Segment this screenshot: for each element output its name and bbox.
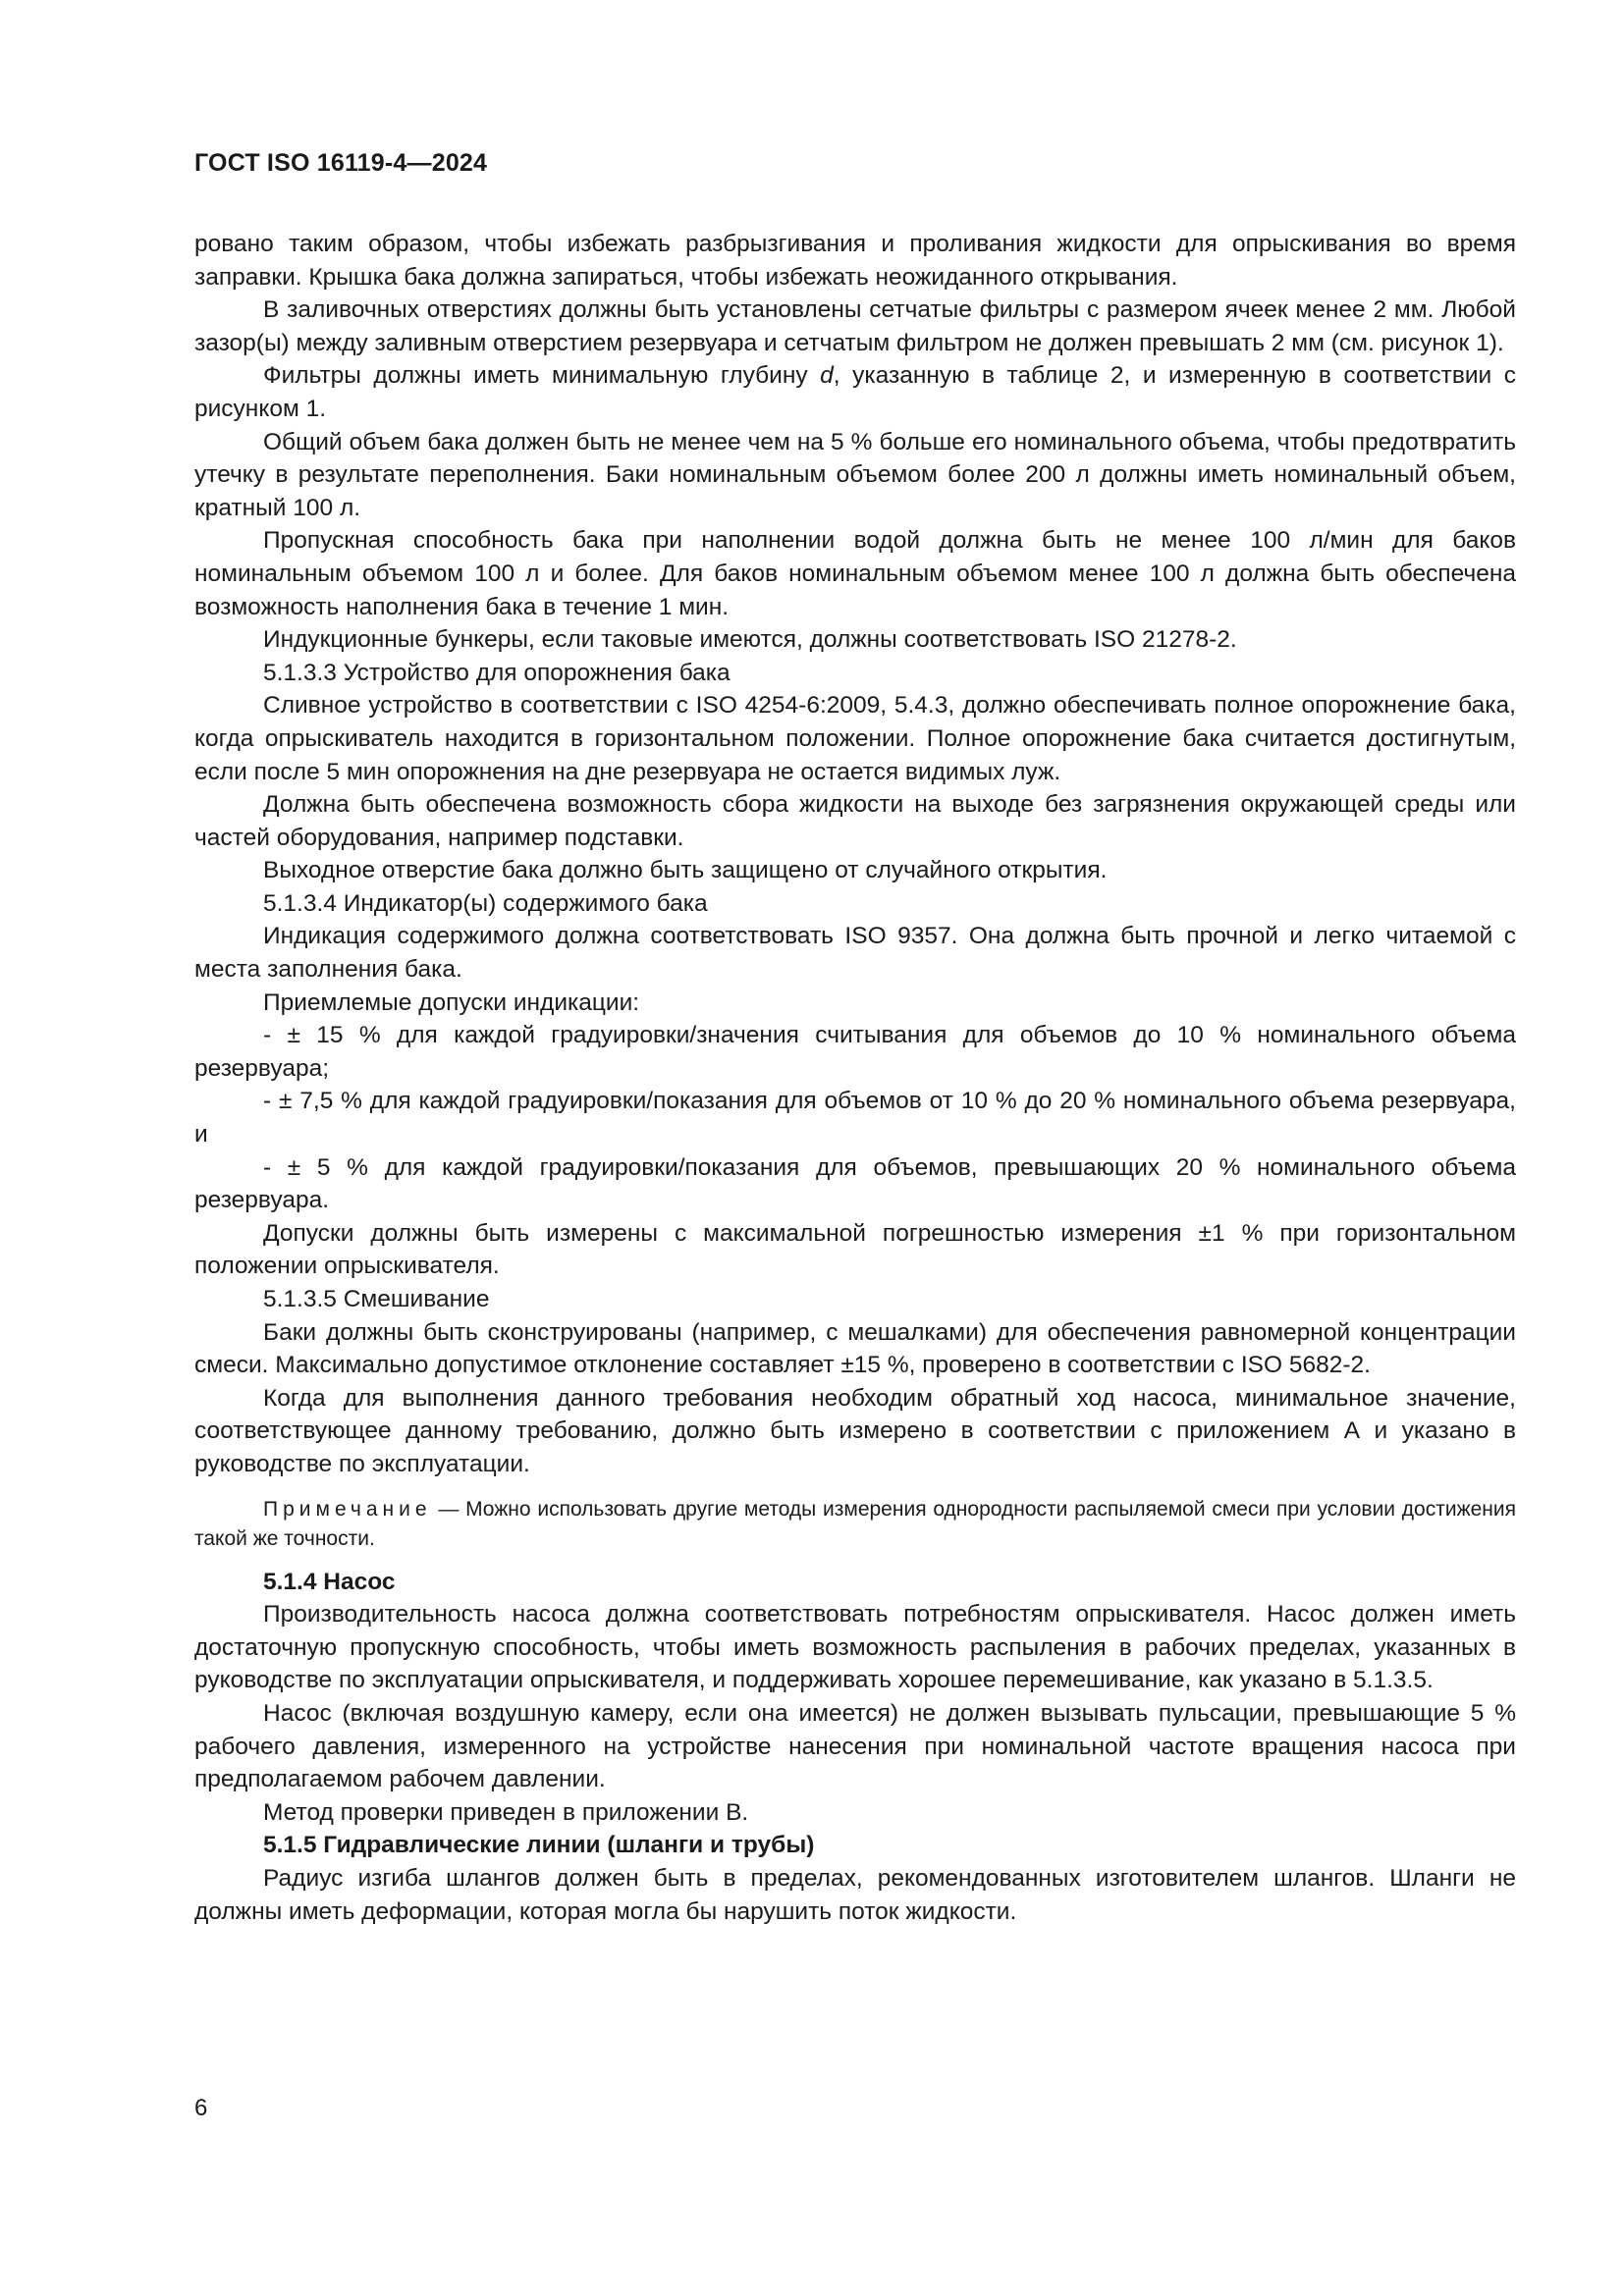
list-item: - ± 5 % для каждой градуировки/показания для объемов, превышающих 20 % номинального объема резервуара. <box>194 1153 1516 1214</box>
note <box>194 1495 1516 1554</box>
paragraph: Баки должны быть сконструированы (например, с мешалками) для обеспечения равномерной концентрации смеси. Максимально допустимое отклонение составляет ±15 %, проверено в соответствии с ISO 5682-2. <box>194 1318 1516 1379</box>
paragraph: Сливное устройство в соответствии с ISO 4254-6:2009, 5.4.3, должно обеспечивать полное опорожнение бака, когда опрыскиватель находится в горизонтальном положении. Полное опорожнение бака считается достигнутым, если после 5 мин опорожнения на дне резервуара не остается видимых луж. <box>194 692 1516 785</box>
paragraph: Выходное отверстие бака должно быть защищено от случайного открытия. <box>263 857 1108 884</box>
paragraph: ровано таким образом, чтобы избежать разбрызгивания и проливания жидкости для опрыскивания во время заправки. Крышка бака должна запираться, чтобы избежать неожиданного открывания. <box>194 231 1516 291</box>
paragraph: Должна быть обеспечена возможность сбора жидкости на выходе без загрязнения окружающей среды или частей оборудования, например подставки. <box>194 791 1516 851</box>
paragraph: Производительность насоса должна соответствовать потребностям опрыскивателя. Насос должен иметь достаточную пропускную способность, чтобы иметь возможность распыления в рабочих пределах, указанных в руководстве по эксплуатации опрыскивателя, и поддерживать хорошее перемешивание, как указано в 5.1.3.5. <box>194 1601 1516 1694</box>
paragraph: Пропускная способность бака при наполнении водой должна быть не менее 100 л/мин для баков номинальным объемом 100 л и более. Для баков номинальным объемом менее 100 л должна быть обеспечена возможность наполнения бака в течение 1 мин. <box>194 527 1516 620</box>
paragraph: Общий объем бака должен быть не менее чем на 5 % больше его номинального объема, чтобы предотвратить утечку в результате переполнения. Баки номинальным объемом более 200 л должны иметь номинальный объем, кратный 100 л. <box>194 428 1516 521</box>
note-label: Примечание <box>263 1497 432 1521</box>
paragraph: Индикация содержимого должна соответствовать ISO 9357. Она должна быть прочной и легко читаемой с места заполнения бака. <box>194 923 1516 984</box>
subsection-title: 5.1.3.4 Индикатор(ы) содержимого бака <box>263 889 708 917</box>
depth-symbol: d <box>820 362 834 390</box>
document-body <box>194 228 1516 1928</box>
paragraph: В заливочных отверстиях должны быть установлены сетчатые фильтры с размером ячеек менее 2 мм. Любой зазор(ы) между заливным отверстием резервуара и сетчатым фильтром не должен превышать 2 мм (см. рисунок 1). <box>194 296 1516 356</box>
section-heading-hydraulic-lines: 5.1.5 Гидравлические линии (шланги и трубы) <box>263 1832 815 1859</box>
paragraph: Радиус изгиба шлангов должен быть в пределах, рекомендованных изготовителем шлангов. Шланги не должны иметь деформации, которая могла бы нарушить поток жидкости. <box>194 1864 1516 1925</box>
page-number: 6 <box>194 2095 208 2121</box>
subsection-title: 5.1.3.3 Устройство для опорожнения бака <box>263 659 731 686</box>
subsection-title: 5.1.3.5 Смешивание <box>263 1286 490 1312</box>
list-item: - ± 7,5 % для каждой градуировки/показания для объемов от 10 % до 20 % номинального объема резервуара, и <box>194 1088 1516 1148</box>
paragraph <box>194 359 1516 425</box>
list-item: - ± 15 % для каждой градуировки/значения считывания для объемов до 10 % номинального объема резервуара; <box>194 1022 1516 1082</box>
paragraph: Насос (включая воздушную камеру, если она имеется) не должен вызывать пульсации, превышающие 5 % рабочего давления, измеренного на устройстве нанесения при номинальной частоте вращения насоса при предполагаемом рабочем давлении. <box>194 1699 1516 1793</box>
document-header-title: ГОСТ ISO 16119-4—2024 <box>194 149 488 177</box>
section-heading-pump: 5.1.4 Насос <box>263 1568 396 1595</box>
paragraph: Допуски должны быть измерены с максимальной погрешностью измерения ±1 % при горизонтальном положении опрыскивателя. <box>194 1219 1516 1280</box>
paragraph: Индукционные бункеры, если таковые имеются, должны соответствовать ISO 21278-2. <box>263 626 1237 654</box>
paragraph: Метод проверки приведен в приложении В. <box>263 1798 749 1826</box>
paragraph-text: Фильтры должны иметь минимальную глубину <box>263 362 821 390</box>
paragraph-text: , указанную в таблице 2, и измеренную в соответствии с рисунком 1. <box>194 362 1516 422</box>
note-text: — Можно использовать другие методы измерения однородности распыляемой смеси при условии достижения такой же точности. <box>194 1497 1516 1550</box>
paragraph: Приемлемые допуски индикации: <box>263 988 640 1016</box>
paragraph: Когда для выполнения данного требования необходим обратный ход насоса, минимальное значение, соответствующее данному требованию, должно быть измерено в соответствии с приложением А и указано в руководстве по эксплуатации. <box>194 1384 1516 1477</box>
